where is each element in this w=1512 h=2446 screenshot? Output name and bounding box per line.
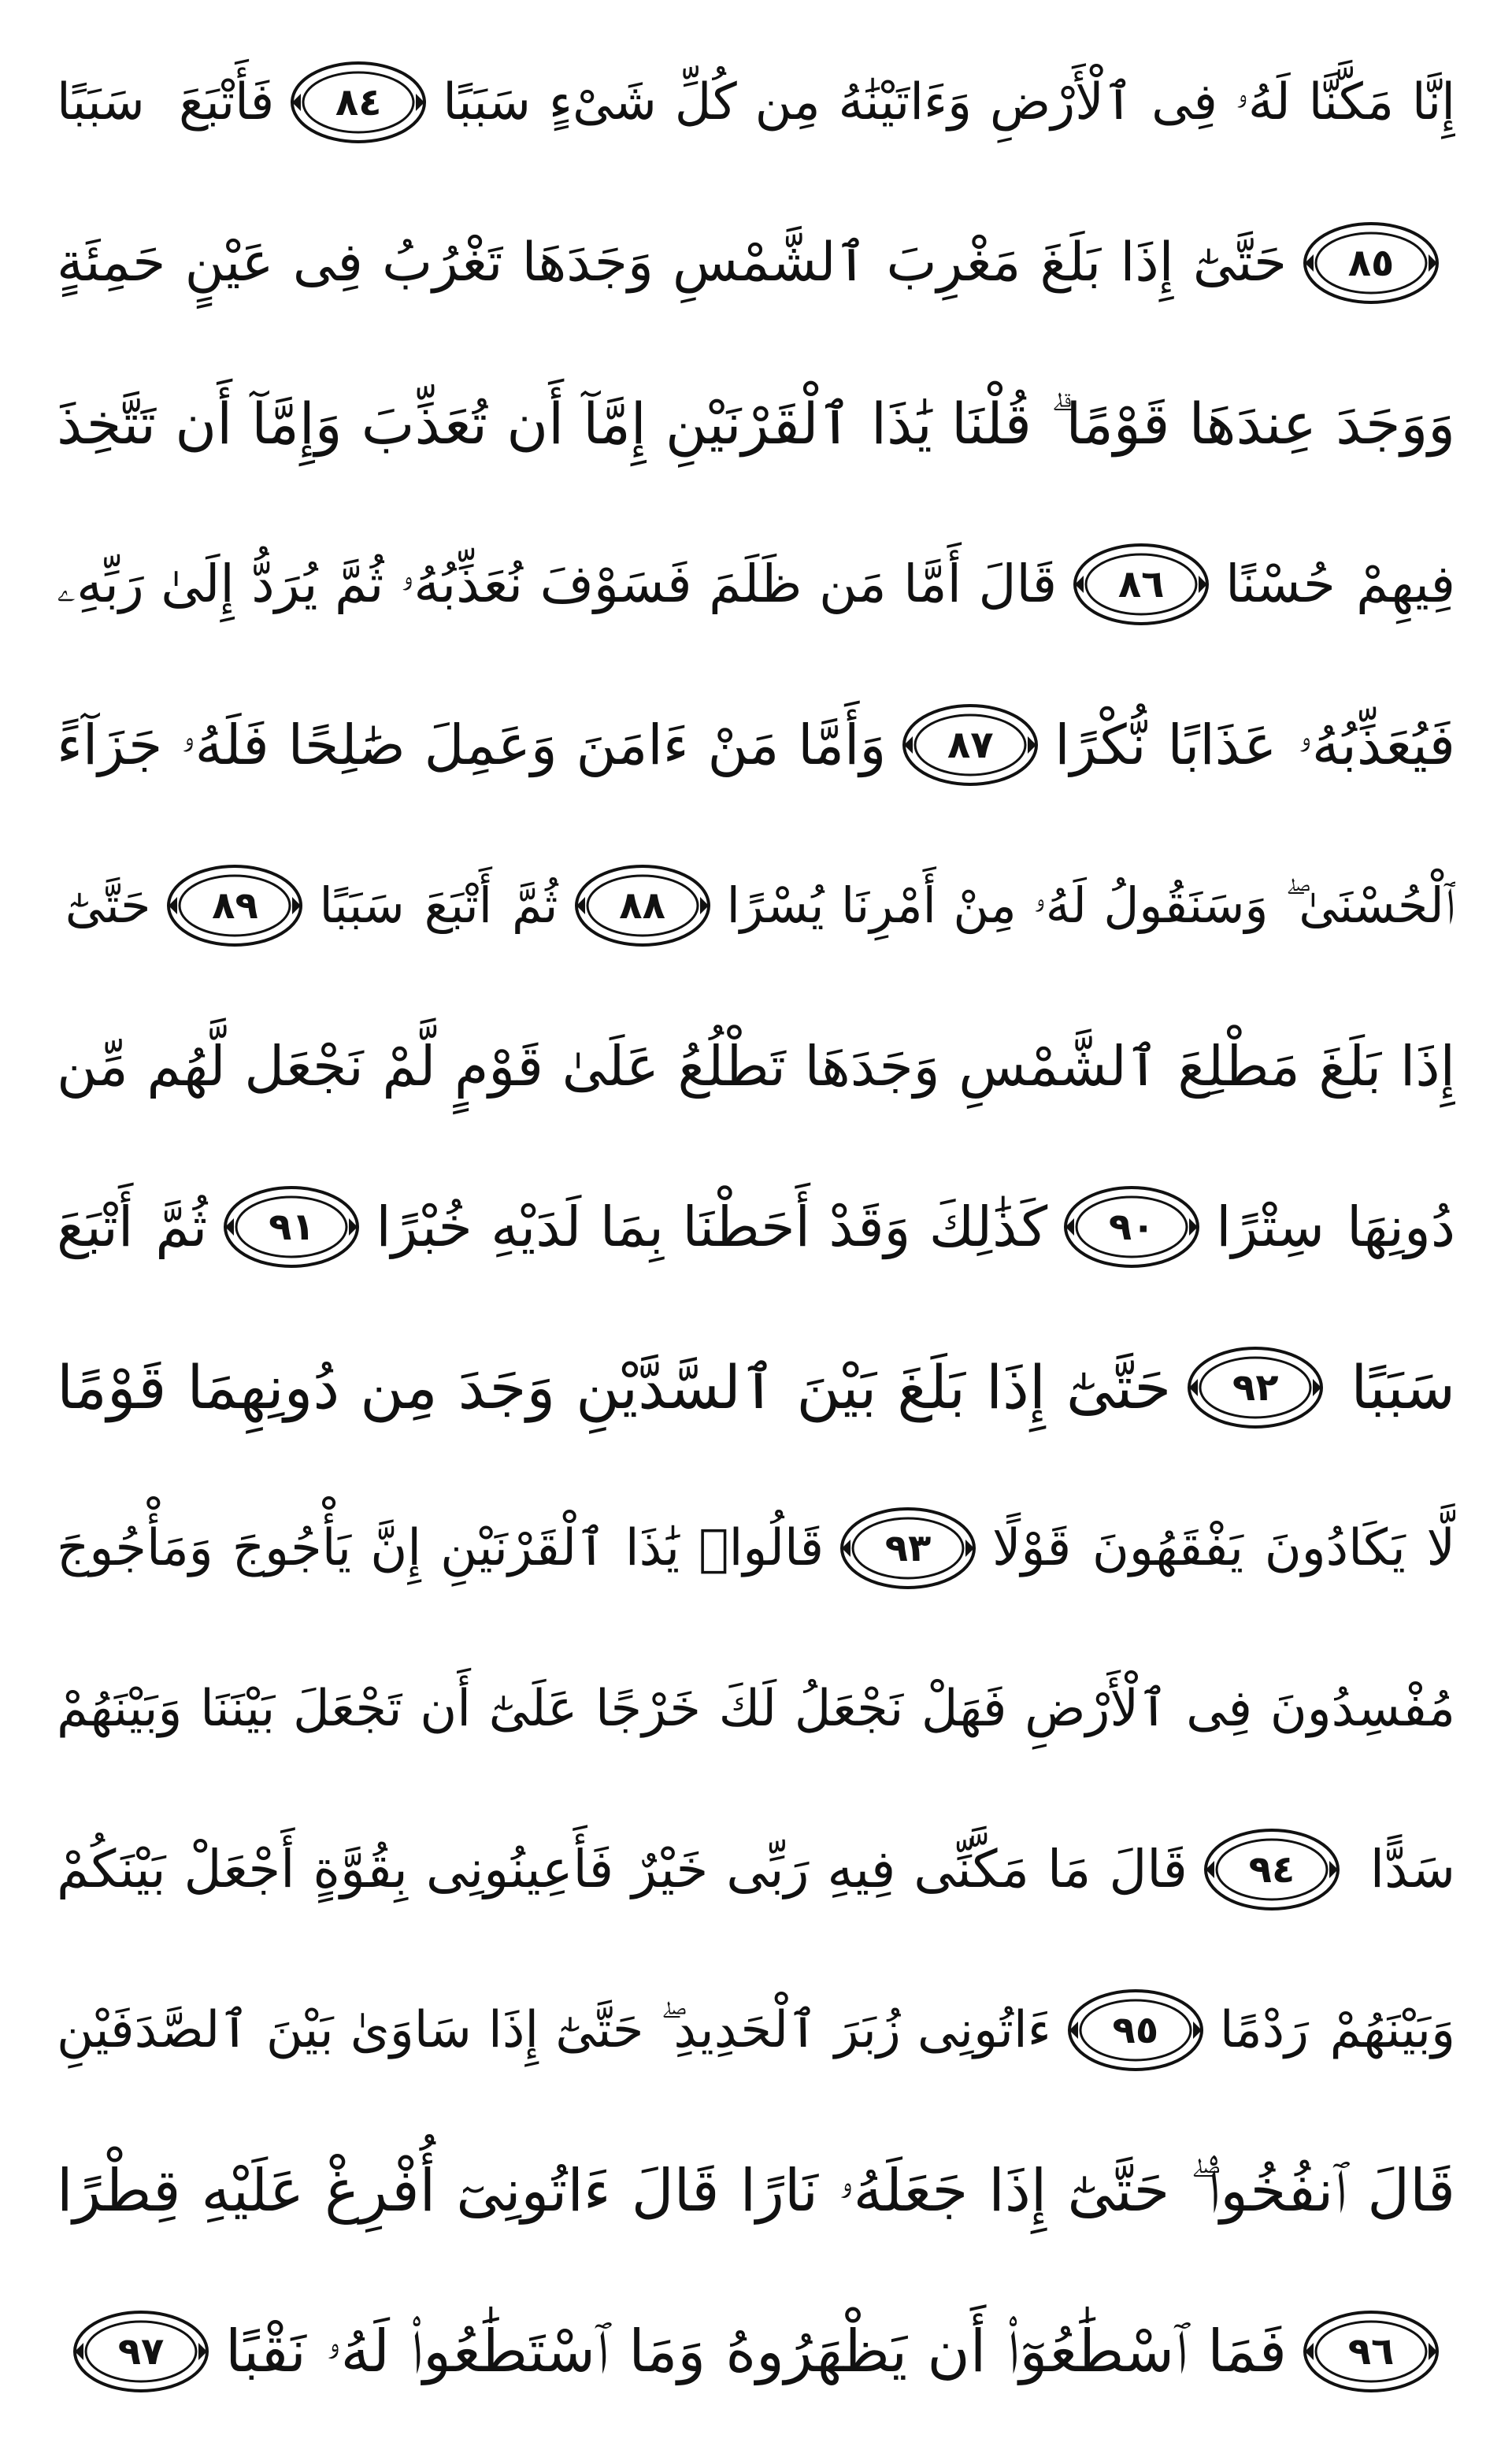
- verse-text: قَالُوا۟ يَٰذَا ٱلْقَرْنَيْنِ إِنَّ يَأْجُوجَ وَمَأْجُوجَ: [57, 1519, 825, 1577]
- ayah-marker: [221, 1180, 361, 1273]
- verse-text: فَأَتْبَعَ سَبَبًا: [57, 73, 275, 132]
- verse-text: حَتَّىٰٓ إِذَا بَلَغَ بَيْنَ ٱلسَّدَّيْنِ وَجَدَ مِن دُونِهِمَا قَوْمًا: [57, 1352, 1172, 1422]
- ayah-number: ٨٤: [335, 80, 382, 124]
- ayah-number: ٨٥: [1347, 241, 1395, 285]
- ayah-number: ٩٤: [1248, 1847, 1295, 1892]
- text-line: [57, 22, 1455, 183]
- text-line: [57, 1629, 1455, 1789]
- text-line: [57, 665, 1455, 825]
- ayah-marker: [165, 859, 305, 952]
- ayah-number: ٩٠: [1108, 1205, 1155, 1249]
- verse-text: ءَاتُونِى زُبَرَ ٱلْحَدِيدِ ۖ حَتَّىٰٓ إِذَا سَاوَىٰ بَيْنَ ٱلصَّدَفَيْنِ: [57, 2001, 1051, 2059]
- verse-text: وَوَجَدَ عِندَهَا قَوْمًا ۗ قُلْنَا يَٰذَا ٱلْقَرْنَيْنِ إِمَّآ أَن تُعَذِّبَ وَإِمَّآ أَن تَتَّخِذَ: [57, 391, 1455, 457]
- ayah-marker: [1071, 538, 1211, 631]
- ayah-number: ٩١: [269, 1205, 315, 1249]
- verse-text: وَأَمَّا مَنْ ءَامَنَ وَعَمِلَ صَٰلِحًا فَلَهُۥ جَزَآءً: [57, 713, 887, 777]
- ayah-marker: [71, 2305, 211, 2398]
- ayah-number: ٨٧: [947, 723, 994, 767]
- verse-text: سَبَبًا: [1351, 1352, 1455, 1422]
- verse-text: كَذَٰلِكَ وَقَدْ أَحَطْنَا بِمَا لَدَيْهِ خُبْرًا: [376, 1195, 1048, 1259]
- ayah-marker: [1202, 1823, 1342, 1916]
- verse-text: فِيهِمْ حُسْنًا: [1225, 554, 1455, 614]
- ayah-marker: [838, 1502, 978, 1595]
- verse-text: فَيُعَذِّبُهُۥ عَذَابًا نُّكْرًا: [1054, 713, 1455, 777]
- ayah-marker: [573, 859, 713, 952]
- ayah-number: ٩٣: [884, 1526, 932, 1570]
- text-line: [57, 2271, 1455, 2432]
- text-line: [57, 1789, 1455, 1950]
- verse-text: قَالَ مَا مَكَّنِّى فِيهِ رَبِّى خَيْرٌ فَأَعِينُونِى بِقُوَّةٍ أَجْعَلْ بَيْنَكُمْ: [57, 1839, 1188, 1899]
- ayah-marker: [900, 699, 1040, 791]
- text-line: [57, 1147, 1455, 1307]
- text-line: [57, 1950, 1455, 2111]
- verse-text: دُونِهَا سِتْرًا: [1216, 1195, 1455, 1259]
- ayah-marker: [1062, 1180, 1202, 1273]
- verse-text: ثُمَّ أَتْبَعَ: [57, 1195, 208, 1259]
- verse-text: فَمَا ٱسْطَٰعُوٓا۟ أَن يَظْهَرُوهُ وَمَا ٱسْتَطَٰعُوا۟ لَهُۥ نَقْبًا: [225, 2318, 1287, 2385]
- ayah-marker: [1185, 1341, 1325, 1434]
- verse-text: حَتَّىٰٓ إِذَا بَلَغَ مَغْرِبَ ٱلشَّمْسِ وَجَدَهَا تَغْرُبُ فِى عَيْنٍ حَمِئَةٍ: [57, 232, 1287, 294]
- ayah-marker: [1301, 217, 1441, 309]
- verse-text: مُفْسِدُونَ فِى ٱلْأَرْضِ فَهَلْ نَجْعَلُ لَكَ خَرْجًا عَلَىٰٓ أَن تَجْعَلَ بَيْنَنَا وَبَيْنَهُمْ: [57, 1680, 1455, 1738]
- text-line: [57, 343, 1455, 504]
- verse-text: لَّا يَكَادُونَ يَفْقَهُونَ قَوْلًا: [992, 1519, 1455, 1577]
- text-line: [57, 986, 1455, 1147]
- ayah-number: ٩٢: [1232, 1366, 1279, 1410]
- ayah-number: ٨٨: [619, 884, 665, 928]
- text-line: [57, 183, 1455, 343]
- verse-text: ٱلْحُسْنَىٰ ۖ وَسَنَقُولُ لَهُۥ مِنْ أَمْرِنَا يُسْرًا: [726, 876, 1455, 934]
- ayah-number: ٨٩: [212, 884, 258, 928]
- text-line: [57, 1307, 1455, 1468]
- ayah-marker: [1065, 1984, 1206, 2077]
- ayah-number: ٩٥: [1112, 2008, 1159, 2052]
- text-line: [57, 2111, 1455, 2271]
- verse-text: حَتَّىٰٓ: [65, 876, 151, 934]
- ayah-number: ٩٦: [1347, 2329, 1395, 2374]
- ayah-number: ٩٧: [117, 2329, 165, 2374]
- verse-text: قَالَ ٱنفُخُوا۟ ۖ حَتَّىٰٓ إِذَا جَعَلَهُۥ نَارًا قَالَ ءَاتُونِىٓ أُفْرِغْ عَلَيْهِ قِطْرًا: [57, 2157, 1455, 2225]
- ayah-marker: [288, 56, 428, 149]
- text-line: [57, 1468, 1455, 1629]
- verse-text: إِنَّا مَكَّنَّا لَهُۥ فِى ٱلْأَرْضِ وَءَاتَيْنَٰهُ مِن كُلِّ شَىْءٍ سَبَبًا: [443, 73, 1455, 132]
- text-line: [57, 825, 1455, 986]
- ayah-number: ٨٦: [1117, 562, 1165, 606]
- ayah-marker: [1301, 2305, 1441, 2398]
- verse-text: وَبَيْنَهُمْ رَدْمًا: [1219, 2001, 1455, 2059]
- verse-text: قَالَ أَمَّا مَن ظَلَمَ فَسَوْفَ نُعَذِّبُهُۥ ثُمَّ يُرَدُّ إِلَىٰ رَبِّهِۦ: [57, 554, 1058, 614]
- verse-text: إِذَا بَلَغَ مَطْلِعَ ٱلشَّمْسِ وَجَدَهَا تَطْلُعُ عَلَىٰ قَوْمٍ لَّمْ نَجْعَل لَّهُم مِّن: [57, 1034, 1455, 1099]
- verse-text: ثُمَّ أَتْبَعَ سَبَبًا: [319, 876, 558, 934]
- verse-text: سَدًّا: [1369, 1839, 1455, 1899]
- text-line: [57, 504, 1455, 665]
